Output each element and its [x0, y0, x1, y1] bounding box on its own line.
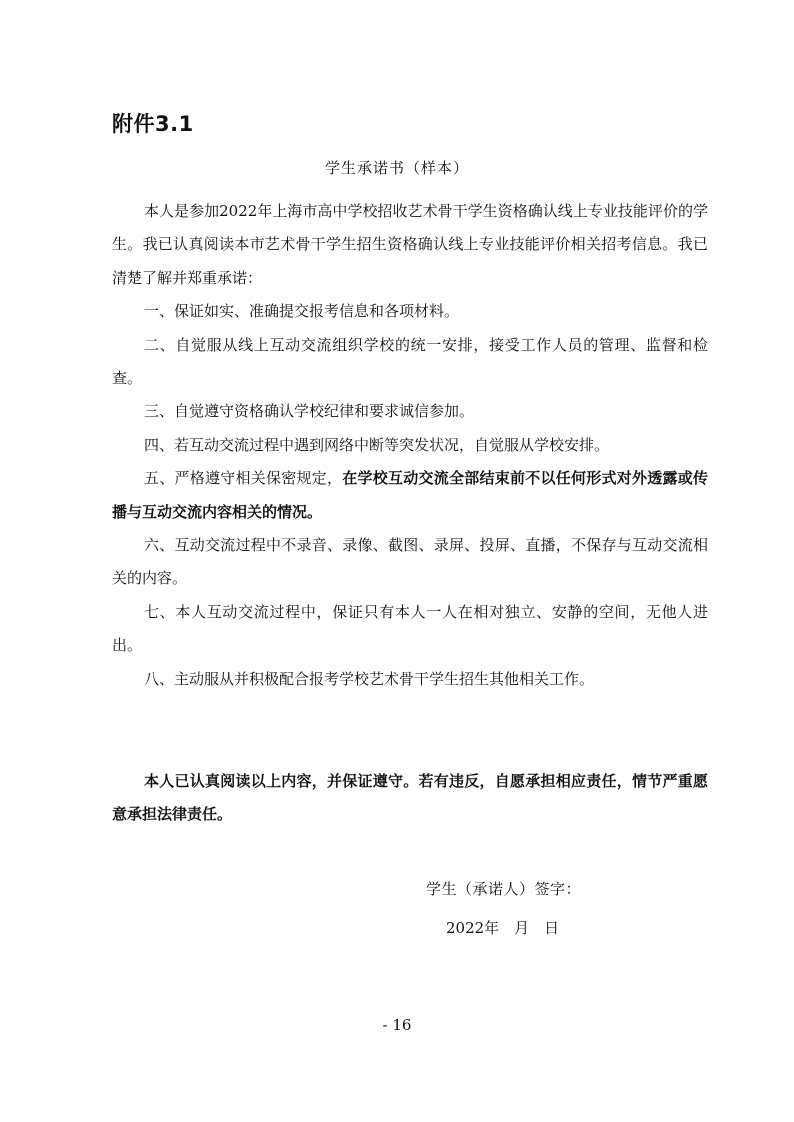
commitment-item-3: 三、自觉遵守资格确认学校纪律和要求诚信参加。 — [144, 402, 475, 421]
attachment-label: 附件3.1 — [112, 112, 194, 136]
commitment-item-1: 一、保证如实、准确提交报考信息和各项材料。 — [144, 302, 460, 321]
commitment-item-2: 二、自觉服从线上互动交流组织学校的统一安排，接受工作人员的管理、监督和检查。 — [112, 335, 708, 388]
commitment-item-6: 六、互动交流过程中不录音、录像、截图、录屏、投屏、直播，不保存与互动交流相关的内容。 — [112, 536, 708, 588]
item-5-text: 五、严格遵守相关保密规定， — [144, 469, 343, 488]
document-title: 学生承诺书（样本） — [324, 159, 469, 177]
intro-paragraph: 本人是参加2022年上海市高中学校招收艺术骨干学生资格确认线上专业技能评价的学生。我已认真阅读本市艺术骨干学生招生资格确认线上专业技能评价相关招考信息。我已清楚了解并郑重承诺： — [112, 202, 708, 287]
declaration-paragraph: 本人已认真阅读以上内容，并保证遵守。若有违反，自愿承担相应责任，情节严重愿意承担法律责任。 — [112, 772, 708, 824]
commitment-item-8: 八、主动服从并积极配合报考学校艺术骨干学生招生其他相关工作。 — [144, 669, 595, 688]
page-number: - 16 — [382, 1016, 412, 1034]
commitment-body — [112, 195, 708, 696]
commitment-item-5 — [112, 462, 708, 529]
date-line: 2022年 月 日 — [446, 919, 560, 937]
commitment-item-4: 四、若互动交流过程中遇到网络中断等突发状况，自觉服从学校安排。 — [144, 435, 610, 454]
commitment-item-7: 七、本人互动交流过程中，保证只有本人一人在相对独立、安静的空间，无他人进出。 — [112, 602, 708, 655]
item-5-bold-text: 在学校互动交流全部结束前不以任何形式对外透露或传播与互动交流内容相关的情况。 — [112, 469, 708, 521]
signature-label: 学生（承诺人）签字： — [426, 880, 582, 898]
